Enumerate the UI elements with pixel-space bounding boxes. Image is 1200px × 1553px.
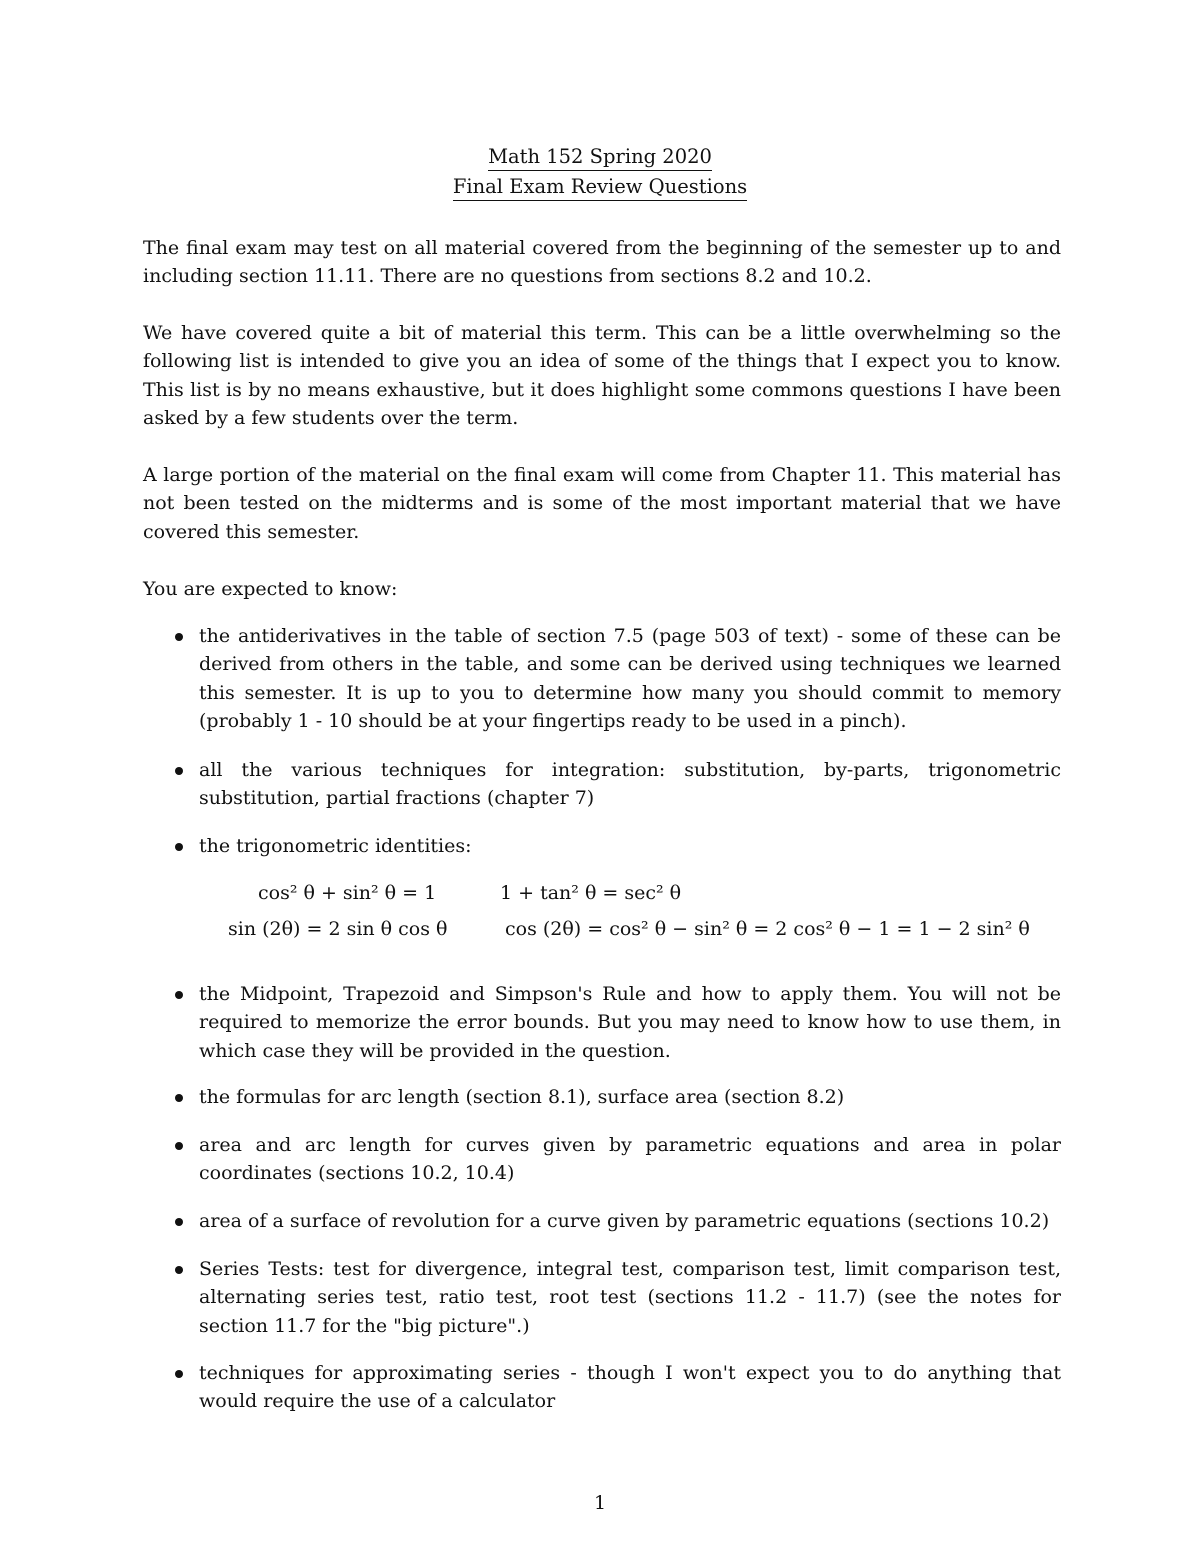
document-title: Final Exam Review Questions (453, 174, 747, 201)
list-item-text: the Midpoint, Trapezoid and Simpson's Rule and how to apply them. You will not be required to memorize the error bounds. But you may need to know how to use them, in which case they will be provided in the question. (199, 983, 1061, 1062)
list-item-text: the trigonometric identities: (199, 835, 472, 857)
pythagorean-identity: cos² θ + sin² θ = 1 (258, 882, 437, 904)
bullet-icon (175, 991, 183, 999)
tangent-identity: 1 + tan² θ = sec² θ (500, 882, 682, 904)
bullet-icon (175, 633, 183, 641)
bullet-icon (175, 1094, 183, 1102)
list-item-text: all the various techniques for integration: substitution, by-parts, trigonometric substitution, partial fractions (chapter 7) (199, 759, 1061, 810)
bullet-icon (175, 1266, 183, 1274)
page-number: 1 (593, 1492, 607, 1514)
double-angle-cosine: cos (2θ) = cos² θ − sin² θ = 2 cos² θ − 1 = 1 − 2 sin² θ (505, 918, 1030, 940)
bullet-icon (175, 843, 183, 851)
course-title: Math 152 Spring 2020 (488, 144, 712, 171)
list-item-text: techniques for approximating series - though I won't expect you to do anything that would require the use of a calculator (199, 1362, 1061, 1413)
bullet-icon (175, 1370, 183, 1378)
list-item-text: Series Tests: test for divergence, integral test, comparison test, limit comparison test, alternating series test, ratio test, root test (sections 11.2 - 11.7) (see the notes for section 11.7 for the "big picture".) (199, 1258, 1061, 1337)
expectation-lead: You are expected to know: (143, 578, 398, 600)
list-item-text: the antiderivatives in the table of section 7.5 (page 503 of text) - some of these can be derived from others in the table, and some can be derived using techniques we learned this semester. It is up to you to determine how many you should commit to memory (probably 1 - 10 should be at your fingertips ready to be used in a pinch). (199, 625, 1061, 733)
list-item-text: area and arc length for curves given by parametric equations and area in polar coordinates (sections 10.2, 10.4) (199, 1134, 1061, 1185)
list-item-text: area of a surface of revolution for a curve given by parametric equations (sections 10.2) (199, 1210, 1050, 1232)
intro-paragraph: The final exam may test on all material covered from the beginning of the semester up to and including section 11.11. There are no questions from sections 8.2 and 10.2. (143, 237, 1061, 288)
double-angle-sine: sin (2θ) = 2 sin θ cos θ (228, 918, 448, 940)
overview-paragraph: We have covered quite a bit of material this term. This can be a little overwhelming so the following list is intended to give you an idea of some of the things that I expect you to know. This list is by no means exhaustive, but it does highlight some commons questions I have been asked by a few students over the term. (143, 322, 1061, 430)
bullet-icon (175, 1218, 183, 1226)
chapter-paragraph: A large portion of the material on the final exam will come from Chapter 11. This material has not been tested on the midterms and is some of the most important material that we have covered this semester. (143, 464, 1061, 543)
bullet-icon (175, 1142, 183, 1150)
bullet-icon (175, 767, 183, 775)
list-item-text: the formulas for arc length (section 8.1), surface area (section 8.2) (199, 1086, 845, 1108)
title-block (0, 144, 1200, 204)
